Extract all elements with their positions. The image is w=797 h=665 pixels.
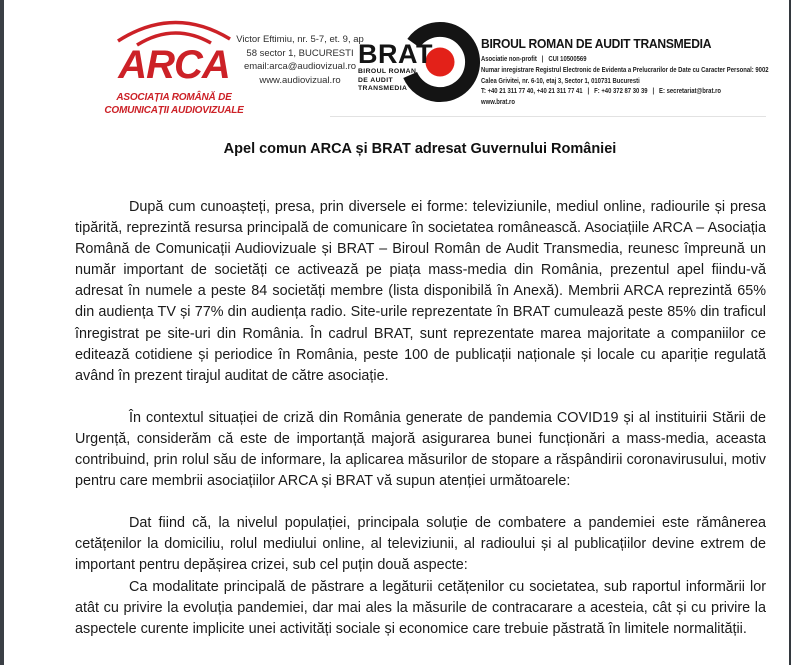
arca-address-line2: 58 sector 1, BUCURESTI bbox=[246, 47, 354, 59]
brat-letterhead-website: www.brat.ro bbox=[481, 97, 515, 107]
document-title: Apel comun ARCA și BRAT adresat Guvernului României bbox=[223, 141, 617, 157]
brat-letterhead-line1: Asociatie non-profit | CUI 10500569 bbox=[481, 54, 587, 63]
document-body bbox=[75, 197, 766, 640]
brat-caption-line1: BIROUL ROMAN bbox=[358, 68, 417, 75]
arca-tagline-line1: ASOCIAȚIA ROMÂNĂ DE bbox=[116, 92, 232, 103]
arca-address-website: www.audiovizual.ro bbox=[259, 74, 341, 86]
brat-letterhead bbox=[481, 36, 781, 108]
brat-caption-line3: TRANSMEDIA bbox=[358, 85, 408, 93]
brat-letterhead-line2: Numar inregistrare Registrul Electronic de Evidenta a Prelucrarilor de Date cu Caracter Personal: 9002 bbox=[481, 64, 769, 74]
brat-letterhead-line3: Calea Grivitei, nr. 6-10, etaj 3, Sector 1, 010731 Bucuresti bbox=[481, 75, 640, 85]
arca-tagline-line2: COMUNICAȚII AUDIOVIZUALE bbox=[104, 105, 244, 116]
paragraph-2: În contextul situației de criză din România generate de pandemia COVID19 și al instituirii Stării de Urgență, considerăm că este de importanță majoră asigurarea bunei funcționări a mass-media, aceasta contribuind, prin rolul său de informare, la aplicarea măsurilor de stopare a răspândirii coronavirusului, motiv pentru care membrii asociațiilor ARCA și BRAT vă supun atenției următoarele: bbox=[75, 409, 766, 490]
brat-logo bbox=[358, 40, 438, 94]
arca-wordmark: ARCA bbox=[118, 43, 230, 86]
brat-wordmark: BRAT bbox=[358, 39, 433, 69]
viewer-edge-left bbox=[0, 0, 4, 665]
header-divider bbox=[330, 116, 766, 117]
page-border-right bbox=[789, 0, 791, 665]
paragraph-4: Ca modalitate principală de păstrare a legăturii cetățenilor cu societatea, sub raportul informării lor atât cu privire la evoluția pandemiei, dar mai ales la măsurile de contracarare a acesteia, cât și cu privire la aspectele curente implicite unei activități sociale și economice care trebuie păstrată în limitele normalității. bbox=[75, 578, 766, 637]
arca-arcs-icon bbox=[104, 14, 244, 86]
arca-logo bbox=[104, 14, 244, 117]
brat-letterhead-line4: T: +40 21 311 77 40, +40 21 311 77 41 | F: +40 372 87 30 39 | E: secretariat@brat.ro bbox=[481, 86, 721, 96]
paragraph-1: După cum cunoașteți, presa, prin diversele ei forme: televiziunile, mediul online, radiourile și presa tipărită, reprezintă resursa principală de comunicare în societatea românească. Asociațiile ARCA – Asociația Română de Comunicații Audiovizuale și BRAT – Biroul Român de Audit Transmedia, reunesc împreună un număr important de societăți ce activează pe piața mass-media din România, prezentul apel fiindu-vă adresat în numele a peste 84 societăți membre (lista disponibilă în Anexă). Membrii ARCA reprezintă 65% din audiența TV și 77% din audiența radio. Site-urile reprezentate în BRAT cumulează peste 85% din traficul înregistrat pe site-uri din România. În cadrul BRAT, sunt reprezentate marea majoritate a companiilor ce editează cotidiene și periodice în România, peste 100 de publicații naționale și locale cu apariție regulată având în prezent tirajul auditat de către asociație. bbox=[75, 199, 766, 384]
brat-letterhead-title: BIROUL ROMAN DE AUDIT TRANSMEDIA bbox=[481, 36, 712, 51]
brat-caption-line2: DE AUDIT bbox=[358, 76, 394, 84]
paragraph-3: Dat fiind că, la nivelul populației, principala soluție de combatere a pandemiei este rămânerea cetățenilor la domiciliu, rolul mediului online, al televiziunii, al radioului și al publicațiilor devine extrem de important pentru depășirea crizei, sub cel puțin două aspecte: bbox=[75, 515, 766, 574]
arca-address-email: email:arca@audiovizual.ro bbox=[243, 61, 357, 72]
arca-address bbox=[228, 33, 372, 87]
arca-address-line1: Victor Eftimiu, nr. 5-7, et. 9, ap bbox=[236, 34, 364, 45]
